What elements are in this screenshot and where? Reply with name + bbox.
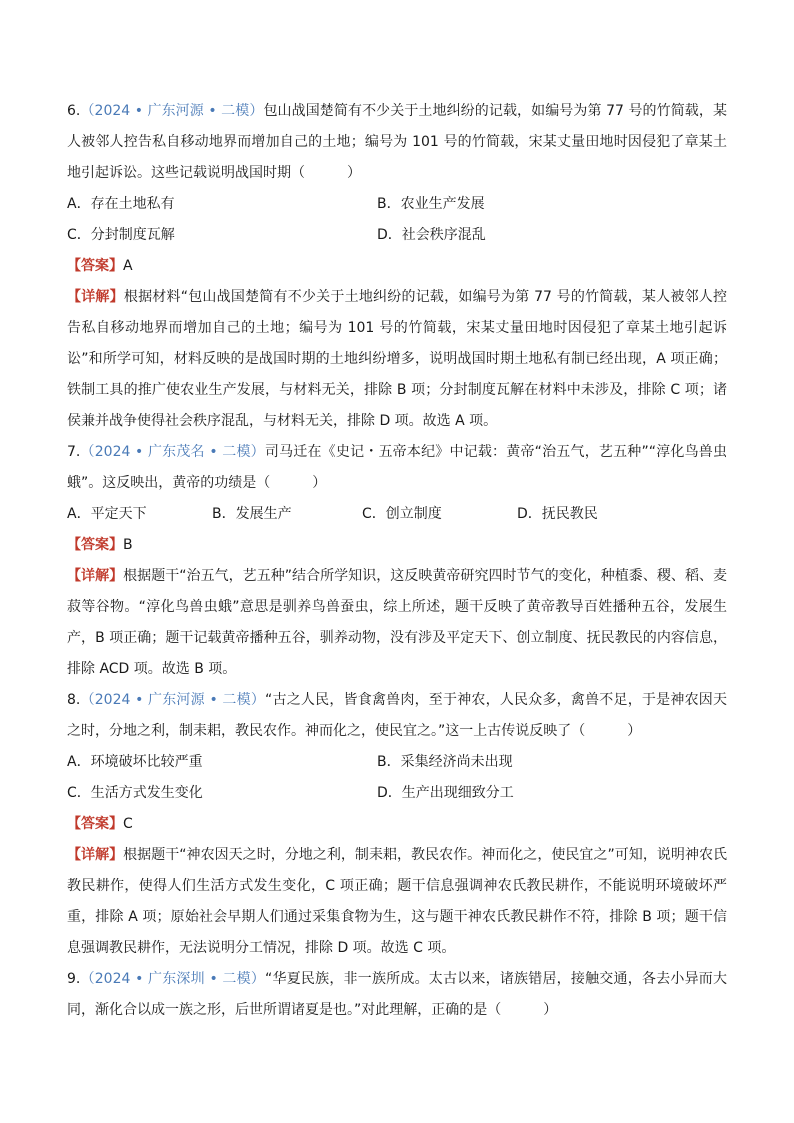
answer-value: C [123,816,133,832]
answer-value: B [123,537,133,553]
detail-line [67,561,727,685]
question-number: 9. [67,971,81,987]
option-d: D．抚民教民 [517,506,598,522]
question-stem [67,437,727,499]
detail-line [67,282,727,437]
question-source: （2024 • 广东河源 • 二模） [80,692,266,708]
question-list [67,96,727,1026]
detail-tag: 【详解】 [67,568,124,584]
option-a: A．平定天下 [67,506,147,522]
detail-text: 根据材料“包山战国楚简有不少关于土地纠纷的记载，如编号为第 77 号的竹简载，某人被邻人控告私自移动地界而增加自己的土地；编号为 101 号的竹简载，宋某丈量田地时因侵犯了章某土地引起诉讼”和所学可知，材料反映的是战国时期的土地纠纷增多，说明战国时期土地私有制已经出现，A 项正确；铁制工具的推广使农业生产发展，与材料无关，排除 B 项；分封制度瓦解在材料中未涉及，排除 C 项；诸侯兼并战争使得社会秩序混乱，与材料无关，排除 D 项。故选 A 项。 [67,289,727,429]
answer-tag: 【答案】 [67,258,123,274]
detail-tag: 【详解】 [67,847,124,863]
option-c: C．生活方式发生变化 [67,785,203,801]
answer-value: A [123,258,133,274]
question-text: 司马迁在《史记・五帝本纪》中记载：黄帝“治五气，艺五种”“淳化鸟兽虫蛾”。这反映出，黄帝的功绩是（ ） [67,444,727,491]
options [67,189,727,251]
question-9 [67,964,727,1026]
question-source: （2024 • 广东茂名 • 二模） [80,444,265,460]
question-text: “古之人民，皆食禽兽肉，至于神农，人民众多，禽兽不足，于是神农因天之时，分地之利，制耒耜，教民农作。神而化之，使民宜之。”这一上古传说反映了（ ） [67,692,727,739]
answer-tag: 【答案】 [67,816,123,832]
option-d: D．社会秩序混乱 [377,227,486,243]
option-c: C．分封制度瓦解 [67,227,175,243]
question-source: （2024 • 广东深圳 • 二模） [80,971,266,987]
question-8 [67,685,727,964]
option-b: B．发展生产 [212,506,292,522]
question-text: 包山战国楚简有不少关于土地纠纷的记载，如编号为第 77 号的竹简载，某人被邻人控告私自移动地界而增加自己的土地；编号为 101 号的竹简载，宋某丈量田地时因侵犯了章某土地引起诉讼。这些记载说明战国时期（ ） [67,103,727,181]
option-b: B．采集经济尚未出现 [377,754,513,770]
detail-text: 根据题干“神农因天之时，分地之利，制耒耜，教民农作。神而化之，使民宜之”可知，说明神农氏教民耕作，使得人们生活方式发生变化，C 项正确；题干信息强调神农氏教民耕作，不能说明环境破坏严重，排除 A 项；原始社会早期人们通过采集食物为生，这与题干神农氏教民耕作不符，排除 B 项；题干信息强调教民耕作，无法说明分工情况，排除 D 项。故选 C 项。 [67,847,728,956]
answer-line [67,809,727,840]
question-number: 7. [67,444,81,460]
option-a: A．存在土地私有 [67,196,175,212]
question-number: 8. [67,692,81,708]
question-source: （2024 • 广东河源 • 二模） [80,103,264,119]
question-number: 6. [67,103,81,119]
question-7 [67,437,727,685]
question-stem [67,964,727,1026]
answer-line [67,251,727,282]
answer-tag: 【答案】 [67,537,123,553]
option-d: D．生产出现细致分工 [377,785,514,801]
option-a: A．环境破坏比较严重 [67,754,203,770]
option-c: C．创立制度 [362,506,442,522]
question-6 [67,96,727,437]
detail-tag: 【详解】 [67,289,124,305]
question-stem [67,96,727,189]
options [67,747,727,809]
option-b: B．农业生产发展 [377,196,485,212]
question-text: “华夏民族，非一族所成。太古以来，诸族错居，接触交通，各去小异而大同，渐化合以成一族之形，后世所谓诸夏是也。”对此理解，正确的是（ ） [67,971,727,1018]
question-stem [67,685,727,747]
options [67,499,727,530]
detail-line [67,840,727,964]
detail-text: 根据题干“治五气，艺五种”结合所学知识，这反映黄帝研究四时节气的变化，种植黍、稷、稻、麦菽等谷物。“淳化鸟兽虫蛾”意思是驯养鸟兽蚕虫，综上所述，题干反映了黄帝教导百姓播种五谷，发展生产，B 项正确；题干记载黄帝播种五谷，驯养动物，没有涉及平定天下、创立制度、抚民教民的内容信息，排除 ACD 项。故选 B 项。 [67,568,728,677]
answer-line [67,530,727,561]
